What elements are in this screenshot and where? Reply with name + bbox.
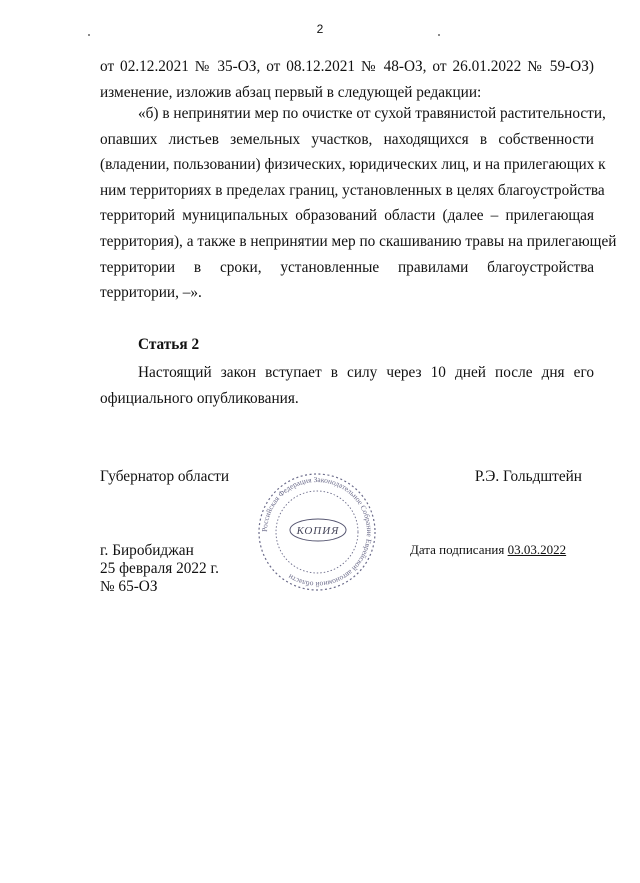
article-title: Статья 2 [138, 336, 200, 353]
text-line: от 02.12.2021 № 35-ОЗ, от 08.12.2021 № 48-ОЗ, от 26.01.2022 № 59-ОЗ) [100, 58, 594, 75]
law-number: № 65-ОЗ [100, 578, 158, 595]
signing-date-label: Дата подписания [410, 542, 505, 557]
scan-speck [438, 34, 440, 36]
text-line: ним территориях в пределах границ, установленных в целях благоустройства [100, 181, 605, 199]
text-line: территорий муниципальных образований области (далее – прилегающая [100, 207, 594, 225]
law-date: 25 февраля 2022 г. [100, 560, 219, 577]
copy-stamp [252, 470, 382, 595]
text-line: территория), а также в непринятии мер по скашиванию травы на прилегающей [100, 232, 617, 250]
signing-date-value: 03.03.2022 [507, 542, 567, 557]
signer-name: Р.Э. Гольдштейн [474, 468, 582, 485]
text-line: (владении, пользовании) физических, юридических лиц, и на прилегающих к [100, 156, 606, 174]
text-line: Настоящий закон вступает в силу через 10 дней после дня его [138, 364, 594, 381]
text-line: изменение, изложив абзац первый в следующей редакции: [100, 83, 482, 101]
text-line: опавших листьев земельных участков, находящихся в собственности [100, 130, 594, 148]
text-line: «б) в непринятии мер по очистке от сухой травянистой растительности, [138, 105, 606, 122]
stamp-center [290, 519, 346, 541]
text-line: официального опубликования. [100, 389, 299, 407]
place-date-block [100, 542, 219, 596]
stamp-ring-text: Российская Федерация Законодательное Собрание Еврейской автономной области [259, 474, 375, 590]
city: г. Биробиджан [100, 542, 194, 559]
text-line: территории, –». [100, 284, 202, 302]
scan-speck [88, 34, 90, 36]
text-line: территории в сроки, установленные правилами благоустройства [100, 258, 594, 276]
stamp-center-text: КОПИЯ [296, 525, 340, 537]
signer-title: Губернатор области [100, 468, 230, 485]
intro-paragraph [100, 54, 594, 105]
signing-date [410, 542, 566, 558]
quoted-paragraph [100, 101, 617, 306]
article-paragraph [100, 360, 594, 411]
page-number: 2 [316, 22, 324, 36]
